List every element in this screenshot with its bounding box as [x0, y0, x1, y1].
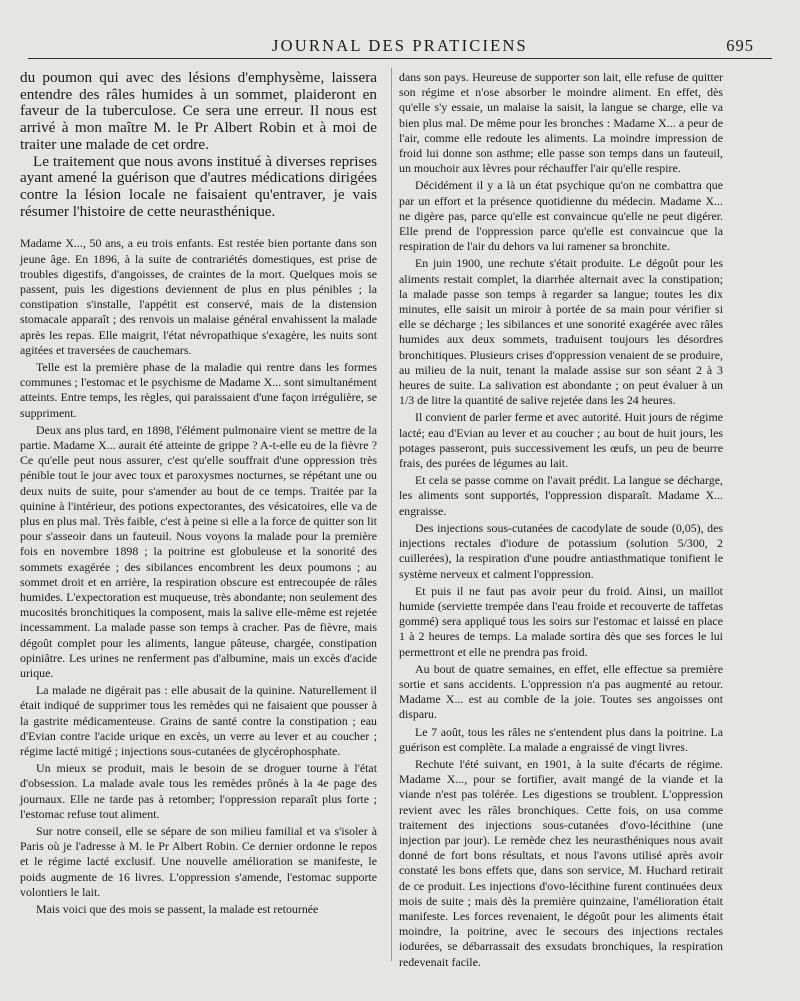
intro-paragraph: Le traitement que nous avons institué à diverses reprises ayant amené la guérison que d'autres médications dirigées contre la lésion locale ne faisaient qu'entraver, je vais résumer l'histoire de cette neurasthénique. — [20, 152, 377, 220]
journal-title: JOURNAL DES PRATICIENS — [272, 36, 528, 55]
case-paragraph: dans son pays. Heureuse de supporter son lait, elle refuse de quitter son régime et n'ose absorber le moindre aliment. En effet, dès qu'elle s'y essaie, un malaise la saisit, la langue se charge, elle va bien plus mal. De même pour les bronches : Madame X... a peur de l'air, comme elle redoute les aliments. La moindre impression de froid lui donne son asthme; elle passe son temps dans un fauteuil, un mouchoir aux lèvres pour réchauffer l'air qu'elle respire. — [399, 70, 723, 176]
case-paragraph: Un mieux se produit, mais le besoin de se droguer tourne à l'état d'obsession. La malade avale tous les remèdes prônés à la 4e page des journaux. Elle ne tarde pas à retomber; l'oppression reparaît plus forte ; l'estomac refuse tout aliment. — [20, 761, 377, 821]
case-paragraph: Au bout de quatre semaines, en effet, elle effectue sa première sortie et sans accidents. L'oppression n'a pas augmenté au retour. Madame X... est au comble de la joie. Toutes ses angoisses ont disparu. — [399, 661, 723, 722]
case-paragraph: Et cela se passe comme on l'avait prédit. La langue se décharge, les aliments sont supportés, l'oppression disparaît. Madame X... engraisse. — [399, 473, 723, 518]
case-paragraph: Et puis il ne faut pas avoir peur du froid. Ainsi, un maillot humide (serviette trempée dans l'eau froide et recouverte de taffetas gommé) sera appliqué tous les soirs sur l'estomac et laissé en place 1 à 2 heures de temps. La malade sortira dès que ses forces le lui permettront et elle ne prendra pas froid. — [399, 583, 723, 659]
left-column — [20, 70, 377, 919]
case-paragraph: Sur notre conseil, elle se sépare de son milieu familial et va s'isoler à Paris où je l'adresse à M. le Pr Albert Robin. Ce dernier ordonne le repos et le régime lacté exclusif. Une nouvelle amélioration se manifeste, le poids augmente de 16 livres. L'oppression s'amende, l'estomac supporte volontiers le lait. — [20, 824, 377, 899]
case-paragraph: Décidément il y a là un état psychique qu'on ne combattra que par un effort et la présence quotidienne du médecin. Madame X... ne digère pas, parce qu'elle est convaincue qu'elle ne peut digérer. Elle prend de l'oppression parce qu'elle est convaincue que la respiration de l'air du dehors va lui ramener sa bronchite. — [399, 178, 723, 254]
case-paragraph: La malade ne digérait pas : elle abusait de la quinine. Naturellement il était indiqué de supprimer tous les remèdes qui ne faisaient que pousser à la gastrite médicamenteuse. Grains de santé contre la constipation ; eau d'Evian contre l'acide urique en excès, un verre au lever et au coucher ; régime lacté mitigé ; injections sous-cutanées de glycérophosphate. — [20, 683, 377, 759]
case-paragraph: Rechute l'été suivant, en 1901, à la suite d'écarts de régime. Madame X..., pour se fortifier, avait mangé de la viande et la viande n'est pas tolérée. Les digestions se troublent. L'oppression revient avec les râles bronchiques. Cette fois, on usa comme traitement des injections sous-cutanées d'ovo-lécithine (une injection par jour). Le remède chez les neurasthéniques nous avait donné de fort bons résultats, et nous l'avons utilisé après avoir constaté les bons effets que, dans son service, M. Huchard retirait de ce produit. Les injections d'ovo-lécithine furent continuées deux mois de suite ; mais dès la première quinzaine, l'amélioration était manifeste. Les forces revenaient, le dégoût pour les aliments était moindre, la poitrine, avec le secours des injections rectales iodurées, se débarrassait des exsudats bronchiques, la respiration redevenait facile. — [399, 756, 723, 969]
column-divider — [391, 68, 392, 961]
case-paragraph: Telle est la première phase de la maladie qui rentre dans les formes communes ; l'estomac et le psychisme de Madame X... sont simultanément atteints. Entre temps, les règles, qui paraissaient d'une façon irrégulière, se suppriment. — [20, 359, 377, 420]
case-paragraph: Le 7 août, tous les râles ne s'entendent plus dans la poitrine. La guérison est complète. La malade a engraissé de vingt livres. — [399, 724, 723, 754]
right-column — [399, 70, 723, 972]
intro-text — [20, 70, 377, 220]
case-paragraph: Il convient de parler ferme et avec autorité. Huit jours de régime lacté; eau d'Evian au lever et au coucher ; au bout de huit jours, les potages passeront, puis successivement les œufs, un peu de beurre frais, des purées de légumes au lait. — [399, 410, 723, 471]
case-paragraph: Des injections sous-cutanées de cacodylate de soude (0,05), des injections rectales d'iodure de potassium (solution 5/300, 2 cuillerées), la respiration d'une poudre antiasthmatique tonifient le système nerveux et calment l'oppression. — [399, 520, 723, 581]
case-paragraph: Deux ans plus tard, en 1898, l'élément pulmonaire vient se mettre de la partie. Madame X... aurait été atteinte de grippe ? A-t-elle eu de la fièvre ? Ce qu'elle peut nous assurer, c'est qu'elle souffrait d'une oppression très pénible tout le jour avec toux et paroxysmes nocturnes, se répétant une ou deux nuits de suite, pour s'amender au bout de ce temps. Traitée par la quinine à l'intérieur, des potions expectorantes, des vésicatoires, elle va de plus en plus mal. Très faible, c'est à peine si elle a la force de quitter son lit pour s'asseoir dans un fauteuil. Nous voyons la malade pour la première fois en novembre 1898 ; la poitrine est globuleuse et la sonorité des sommets exagérée ; des sibilances encombrent les deux poumons ; au sommet droit et en arrière, la respiration obscure est entrecoupée de râles humides. L'expectoration est muqueuse, très abondante; non seulement des mucosités bronchitiques la composent, mais la salive elle-même est rejetée incessamment. La malade passe son temps à cracher. Pas de fièvre, mais dégoût complet pour les aliments, langue pâteuse, chargée, constipation opiniâtre. Les urines ne renferment pas d'albumine, mais un excès d'acide urique. — [20, 422, 377, 681]
page-number: 695 — [726, 36, 754, 55]
case-history — [20, 236, 377, 917]
running-header — [28, 32, 772, 59]
case-paragraph: Madame X..., 50 ans, a eu trois enfants. Est restée bien portante dans son jeune âge. En 1896, à la suite de contrariétés domestiques, est prise de troubles digestifs, d'angoisses, de craintes de la mort. Quelques mois se passent, puis les digestions deviennent de plus en plus pénibles ; la constipation s'installe, l'appétit est conservé, mais de la distension stomacale apparaît ; des renvois un malaise général envahissent la malade après les repas. Elle maigrit, l'état névropathique s'exagère, les nuits sont agitées et traversées de cauchemars. — [20, 236, 377, 357]
intro-paragraph: du poumon qui avec des lésions d'emphysème, laissera entendre des râles humides à un sommet, plaideront en faveur de la tuberculose. Ce sera une erreur. Il nous est arrivé à mon maître M. le Pr Albert Robin et à moi de traiter une malade de cet ordre. — [20, 69, 377, 153]
case-paragraph: Mais voici que des mois se passent, la malade est retournée — [36, 902, 319, 917]
case-paragraph: En juin 1900, une rechute s'était produite. Le dégoût pour les aliments restait complet, la diarrhée alternait avec la constipation; la malade passe son temps à regarder sa langue; toutes les dix minutes, elle saisit un miroir à portée de sa main pour vérifier si elle se décharge ; les sibilances et une sonorité exagérée avec râles humides aux deux sommets, traduisent toujours les désordres bronchitiques. Plusieurs crises d'oppression venaient de se produire, au milieu de la nuit, tenant la malade assise sur son séant 2 à 3 heures de suite. La salivation est abondante ; on peut évaluer à un 1/3 de litre la quantité de salive rejetée dans les 24 heures. — [399, 256, 723, 408]
